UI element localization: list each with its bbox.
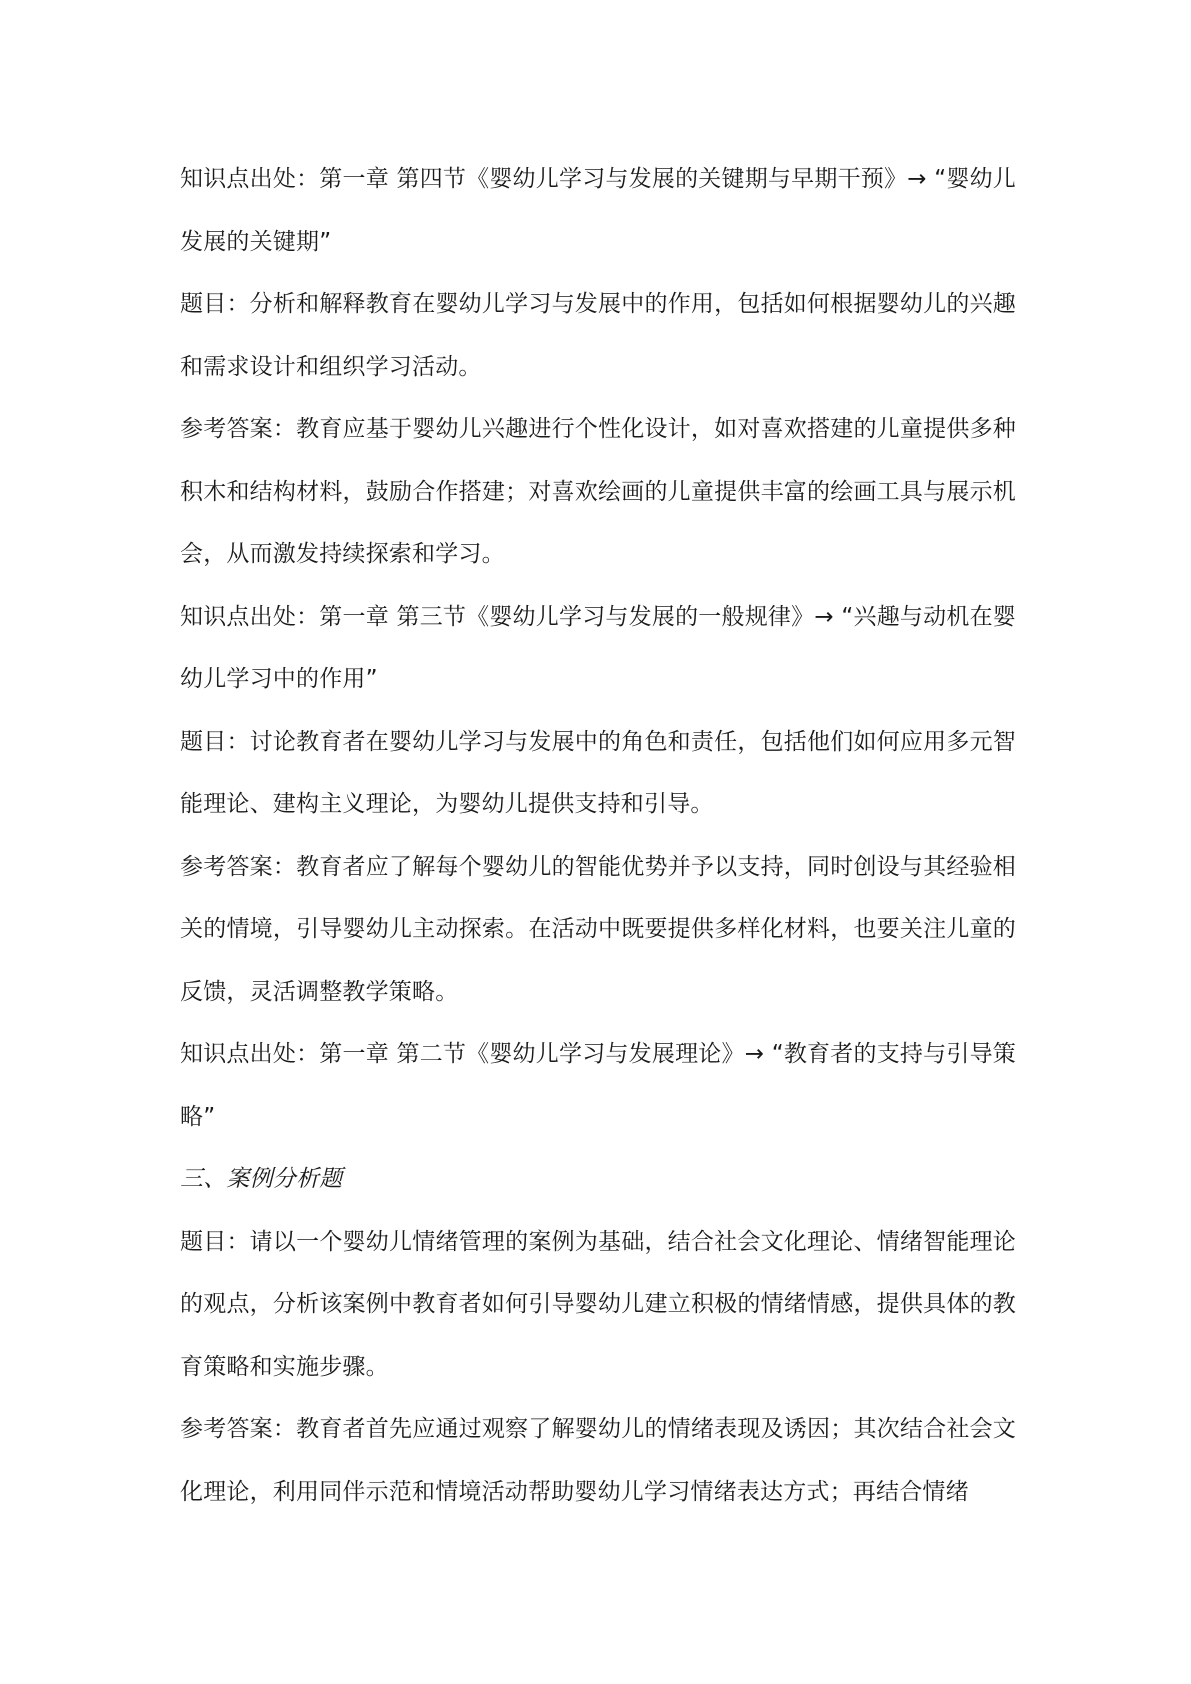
reference-answer: 参考答案：教育者首先应通过观察了解婴幼儿的情绪表现及诱因；其次结合社会文化理论，利用同伴示范和情境活动帮助婴幼儿学习情绪表达方式；再结合情绪 [180,1416,1016,1505]
question: 题目：讨论教育者在婴幼儿学习与发展中的角色和责任，包括他们如何应用多元智能理论、建构主义理论，为婴幼儿提供支持和引导。 [180,728,1016,817]
question: 题目：请以一个婴幼儿情绪管理的案例为基础，结合社会文化理论、情绪智能理论的观点，分析该案例中教育者如何引导婴幼儿建立积极的情绪情感，提供具体的教育策略和实施步骤。 [180,1228,1016,1380]
question: 题目：分析和解释教育在婴幼儿学习与发展中的作用，包括如何根据婴幼儿的兴趣和需求设计和组织学习活动。 [180,291,1016,380]
knowledge-source: 知识点出处：第一章 第四节《婴幼儿学习与发展的关键期与早期干预》→ “婴幼儿发展的关键期” [180,166,1016,255]
reference-answer: 参考答案：教育者应了解每个婴幼儿的智能优势并予以支持，同时创设与其经验相关的情境，引导婴幼儿主动探索。在活动中既要提供多样化材料，也要关注儿童的反馈，灵活调整教学策略。 [180,853,1016,1005]
knowledge-source: 知识点出处：第一章 第三节《婴幼儿学习与发展的一般规律》→ “兴趣与动机在婴幼儿学习中的作用” [180,603,1016,692]
document-body [180,148,1016,1523]
reference-answer: 参考答案：教育应基于婴幼儿兴趣进行个性化设计，如对喜欢搭建的儿童提供多种积木和结构材料，鼓励合作搭建；对喜欢绘画的儿童提供丰富的绘画工具与展示机会，从而激发持续探索和学习。 [180,416,1016,567]
section-heading: 三、案例分析题 [180,1166,343,1192]
knowledge-source: 知识点出处：第一章 第二节《婴幼儿学习与发展理论》→ “教育者的支持与引导策略” [180,1041,1016,1130]
